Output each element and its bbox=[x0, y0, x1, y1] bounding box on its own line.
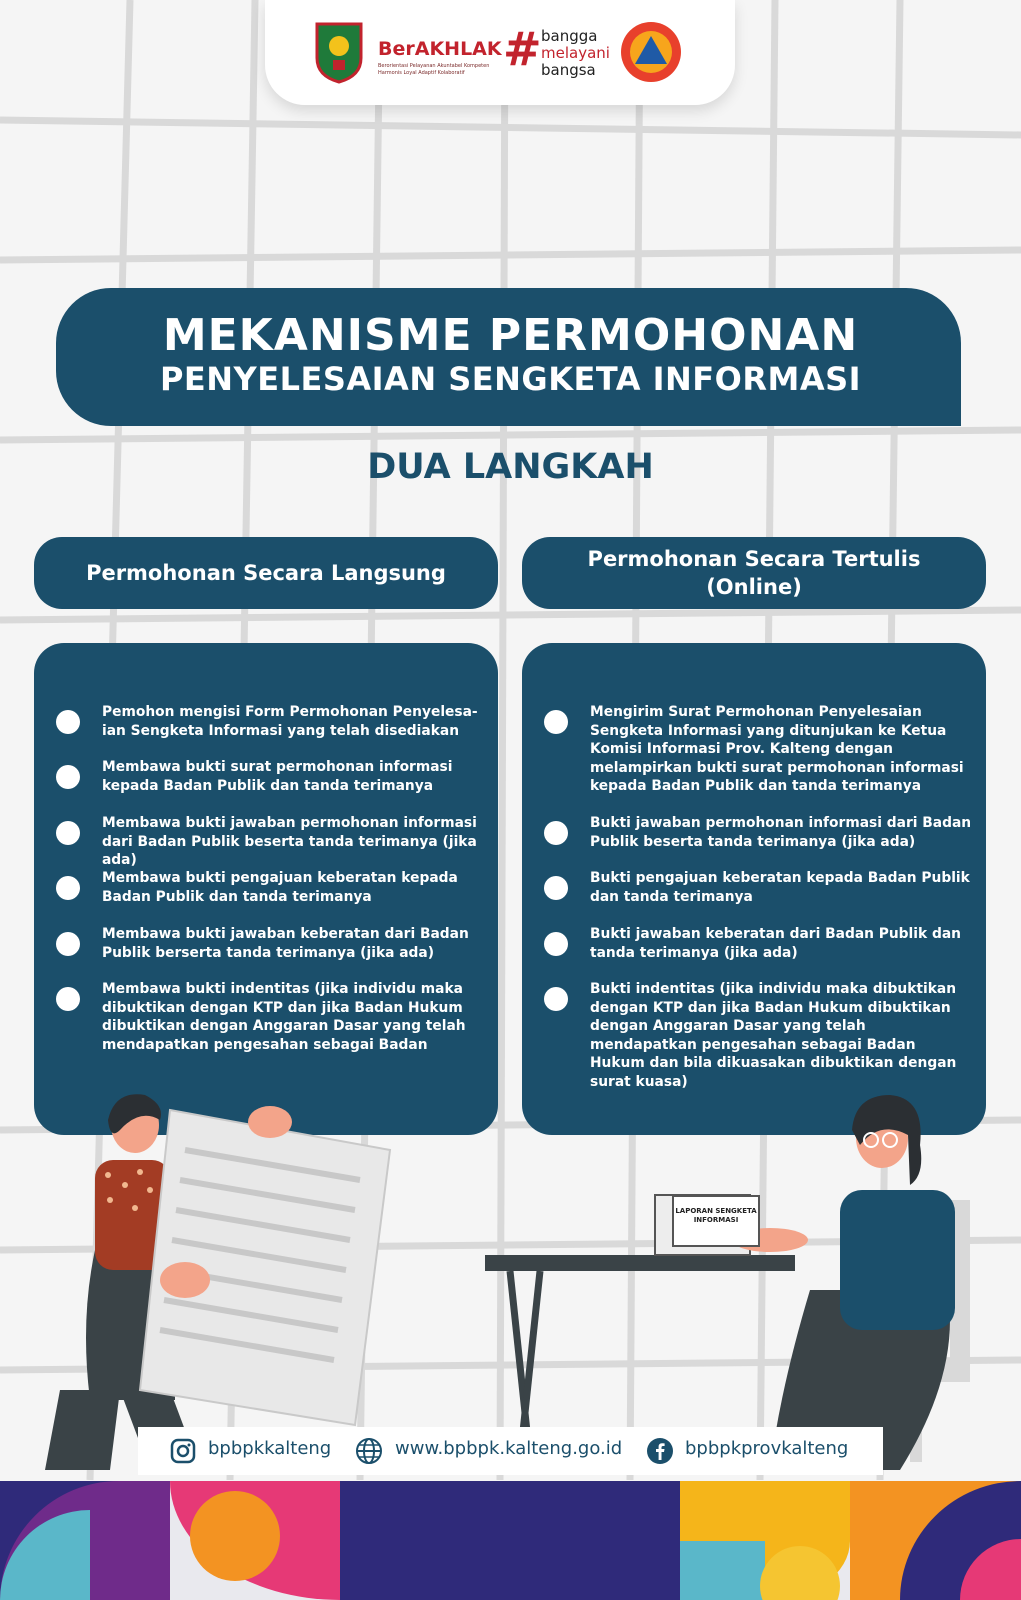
bullet-icon bbox=[56, 821, 80, 845]
column-body-langsung bbox=[34, 643, 498, 1135]
hashtag-line-1: bangga bbox=[541, 27, 598, 45]
list-item-text: Bukti indentitas (jika individu maka dibuktikan dengan KTP dan jika Badan Hukum dibuktikan dengan Anggaran Dasar yang telah mendapatkan pengesahan sebagai Badan Hukum dan bila dikuasakan dibuktikan dengan surat kuasa) bbox=[590, 981, 957, 1090]
bullet-icon bbox=[544, 987, 568, 1011]
list-item-text: Membawa bukti surat permohonan informasi kepada Badan Publik dan tanda terimanya bbox=[102, 759, 453, 794]
page-title-line-1: MEKANISME PERMOHONAN bbox=[162, 310, 859, 361]
logo-row bbox=[313, 20, 713, 90]
list-item-text: Membawa bukti jawaban permohonan informasi dari Badan Publik beserta tanda terimanya (jika ada) bbox=[102, 815, 477, 868]
list-item-text: Bukti jawaban permohonan informasi dari Badan Publik beserta tanda terimanya (jika ada) bbox=[590, 815, 972, 850]
website-link[interactable]: www.bpbpk.kalteng.go.id bbox=[395, 1438, 623, 1459]
berakhlak-logo-text: BerAKHLAK bbox=[378, 38, 502, 60]
woman-at-laptop-illustration bbox=[480, 1090, 1020, 1470]
list-item-text: Membawa bukti pengajuan keberatan kepada Badan Publik dan tanda terimanya bbox=[102, 870, 458, 905]
list-item-text: Pemohon mengisi Form Permohonan Penyelesa-ian Sengketa Informasi yang telah disediakan bbox=[102, 704, 478, 739]
list-item-text: Bukti pengajuan keberatan kepada Badan Publik dan tanda terimanya bbox=[590, 870, 970, 905]
bullet-icon bbox=[56, 932, 80, 956]
column-heading-tertulis-line2: (Online) bbox=[706, 575, 802, 599]
bullet-icon bbox=[544, 821, 568, 845]
bullet-icon bbox=[544, 932, 568, 956]
bpbpk-logo bbox=[619, 20, 683, 84]
column-body-tertulis bbox=[522, 643, 986, 1135]
laptop-screen-label: LAPORAN SENGKETA INFORMASI bbox=[672, 1195, 760, 1247]
hashtag-line-2: melayani bbox=[541, 44, 610, 62]
list-item-text: Bukti jawaban keberatan dari Badan Publik dan tanda terimanya (jika ada) bbox=[590, 926, 962, 961]
section-subtitle: DUA LANGKAH bbox=[367, 447, 654, 487]
bottom-decorative-band bbox=[0, 1481, 1021, 1600]
list-item-text: Membawa bukti jawaban keberatan dari Badan Publik berserta tanda terimanya (jika ada) bbox=[102, 926, 469, 961]
kalteng-emblem-logo bbox=[313, 20, 365, 84]
page-title-line-2: PENYELESAIAN SENGKETA INFORMASI bbox=[159, 360, 862, 398]
bullet-icon bbox=[56, 710, 80, 734]
list-item-text: Membawa bukti indentitas (jika individu maka dibuktikan dengan KTP dan jika Badan Hukum dibuktikan dengan Anggaran Dasar yang telah mendapatkan pengesahan sebagai Badan bbox=[102, 981, 466, 1053]
instagram-icon bbox=[170, 1438, 196, 1464]
column-heading-tertulis-line1: Permohonan Secara Tertulis bbox=[587, 547, 921, 571]
list-item-text: Mengirim Surat Permohonan Penyelesaian Sengketa Informasi yang ditunjukan ke Ketua Komisi Informasi Prov. Kalteng dengan melampirkan bukti surat permohonan informasi kepada Badan Publik dan tanda terimanya bbox=[590, 704, 964, 794]
bullet-icon bbox=[56, 876, 80, 900]
hashtag-symbol: # bbox=[503, 22, 542, 76]
instagram-handle[interactable]: bpbpkkalteng bbox=[208, 1438, 332, 1459]
column-heading-tertulis bbox=[522, 537, 986, 609]
facebook-page[interactable]: bpbpkprovkalteng bbox=[685, 1438, 849, 1459]
bullet-icon bbox=[56, 987, 80, 1011]
hashtag-line-3: bangsa bbox=[541, 61, 596, 79]
bullet-icon bbox=[544, 710, 568, 734]
globe-icon bbox=[355, 1437, 383, 1465]
column-heading-langsung-text: Permohonan Secara Langsung bbox=[86, 561, 446, 585]
berakhlak-subtitle: Berorientasi Pelayanan Akuntabel Kompeten Harmonis Loyal Adaptif Kolaboratif bbox=[378, 63, 490, 76]
facebook-icon bbox=[646, 1437, 674, 1465]
woman-holding-document-illustration bbox=[0, 1090, 420, 1470]
bangga-melayani-bangsa bbox=[541, 28, 610, 79]
bullet-icon bbox=[544, 876, 568, 900]
bullet-icon bbox=[56, 765, 80, 789]
column-heading-langsung bbox=[34, 537, 498, 609]
